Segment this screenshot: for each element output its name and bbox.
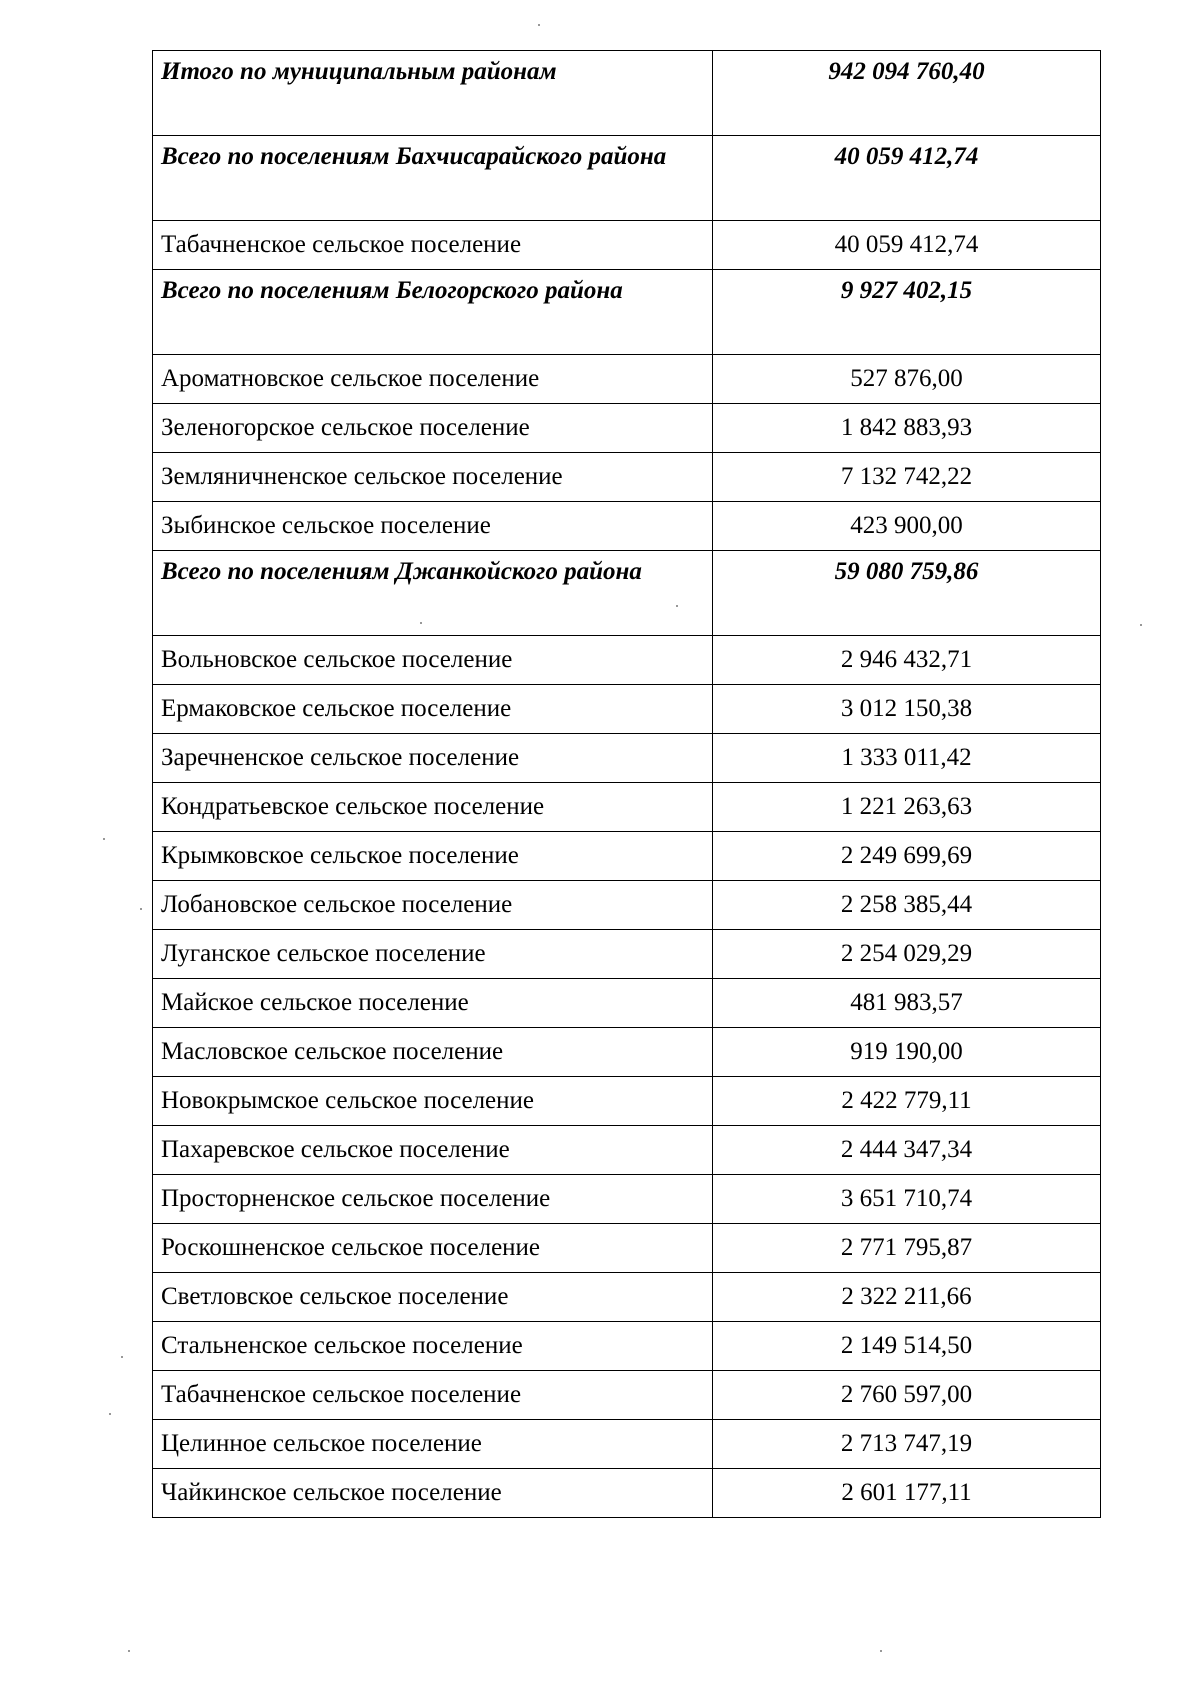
amount-cell: 423 900,00 [713, 502, 1101, 551]
settlement-name-cell: Табачненское сельское поселение [153, 221, 713, 270]
amount-cell: 1 221 263,63 [713, 783, 1101, 832]
settlement-name-cell: Просторненское сельское поселение [153, 1175, 713, 1224]
table-row [153, 1371, 1101, 1420]
total-label-cell: Всего по поселениям Бахчисарайского района [153, 136, 713, 221]
table-row [153, 502, 1101, 551]
settlement-name-cell: Пахаревское сельское поселение [153, 1126, 713, 1175]
settlement-name-cell: Луганское сельское поселение [153, 930, 713, 979]
amount-cell: 2 760 597,00 [713, 1371, 1101, 1420]
settlement-name-cell: Зеленогорское сельское поселение [153, 404, 713, 453]
budget-table [152, 50, 1101, 1518]
amount-cell: 1 842 883,93 [713, 404, 1101, 453]
amount-cell: 40 059 412,74 [713, 221, 1101, 270]
settlement-name-cell: Зыбинское сельское поселение [153, 502, 713, 551]
table-row [153, 1322, 1101, 1371]
amount-cell: 3 651 710,74 [713, 1175, 1101, 1224]
total-amount-cell: 59 080 759,86 [713, 551, 1101, 636]
amount-cell: 2 601 177,11 [713, 1469, 1101, 1518]
table-row [153, 1028, 1101, 1077]
total-amount-cell: 40 059 412,74 [713, 136, 1101, 221]
table-row [153, 685, 1101, 734]
amount-cell: 2 444 347,34 [713, 1126, 1101, 1175]
amount-cell: 3 012 150,38 [713, 685, 1101, 734]
total-amount-cell: 9 927 402,15 [713, 270, 1101, 355]
settlement-name-cell: Чайкинское сельское поселение [153, 1469, 713, 1518]
amount-cell: 7 132 742,22 [713, 453, 1101, 502]
settlement-name-cell: Новокрымское сельское поселение [153, 1077, 713, 1126]
table-row [153, 979, 1101, 1028]
table-row [153, 1469, 1101, 1518]
amount-cell: 2 249 699,69 [713, 832, 1101, 881]
settlement-name-cell: Заречненское сельское поселение [153, 734, 713, 783]
amount-cell: 2 713 747,19 [713, 1420, 1101, 1469]
table-row-total [153, 51, 1101, 136]
table-row [153, 404, 1101, 453]
table-row [153, 881, 1101, 930]
table-row [153, 453, 1101, 502]
settlement-name-cell: Лобановское сельское поселение [153, 881, 713, 930]
amount-cell: 2 771 795,87 [713, 1224, 1101, 1273]
table-row [153, 221, 1101, 270]
amount-cell: 2 946 432,71 [713, 636, 1101, 685]
amount-cell: 2 422 779,11 [713, 1077, 1101, 1126]
amount-cell: 919 190,00 [713, 1028, 1101, 1077]
table-row [153, 832, 1101, 881]
table-row [153, 930, 1101, 979]
table-row [153, 1175, 1101, 1224]
table-row [153, 1420, 1101, 1469]
amount-cell: 1 333 011,42 [713, 734, 1101, 783]
settlement-name-cell: Масловское сельское поселение [153, 1028, 713, 1077]
total-label-cell: Всего по поселениям Джанкойского района [153, 551, 713, 636]
table-row [153, 783, 1101, 832]
amount-cell: 481 983,57 [713, 979, 1101, 1028]
settlement-name-cell: Светловское сельское поселение [153, 1273, 713, 1322]
table-body [153, 51, 1101, 1518]
total-amount-cell: 942 094 760,40 [713, 51, 1101, 136]
table-row [153, 1126, 1101, 1175]
table-row [153, 1273, 1101, 1322]
table-row [153, 1077, 1101, 1126]
settlement-name-cell: Вольновское сельское поселение [153, 636, 713, 685]
total-label-cell: Всего по поселениям Белогорского района [153, 270, 713, 355]
settlement-name-cell: Крымковское сельское поселение [153, 832, 713, 881]
amount-cell: 527 876,00 [713, 355, 1101, 404]
settlement-name-cell: Табачненское сельское поселение [153, 1371, 713, 1420]
settlement-name-cell: Стальненское сельское поселение [153, 1322, 713, 1371]
settlement-name-cell: Майское сельское поселение [153, 979, 713, 1028]
table-row-total [153, 136, 1101, 221]
amount-cell: 2 258 385,44 [713, 881, 1101, 930]
table-row [153, 1224, 1101, 1273]
settlement-name-cell: Ермаковское сельское поселение [153, 685, 713, 734]
table-row [153, 636, 1101, 685]
settlement-name-cell: Роскошненское сельское поселение [153, 1224, 713, 1273]
settlement-name-cell: Ароматновское сельское поселение [153, 355, 713, 404]
table-row-total [153, 270, 1101, 355]
table-row [153, 734, 1101, 783]
amount-cell: 2 254 029,29 [713, 930, 1101, 979]
total-label-cell: Итого по муниципальным районам [153, 51, 713, 136]
settlement-name-cell: Земляничненское сельское поселение [153, 453, 713, 502]
amount-cell: 2 149 514,50 [713, 1322, 1101, 1371]
amount-cell: 2 322 211,66 [713, 1273, 1101, 1322]
table-row-total [153, 551, 1101, 636]
table-row [153, 355, 1101, 404]
settlement-name-cell: Целинное сельское поселение [153, 1420, 713, 1469]
settlement-name-cell: Кондратьевское сельское поселение [153, 783, 713, 832]
